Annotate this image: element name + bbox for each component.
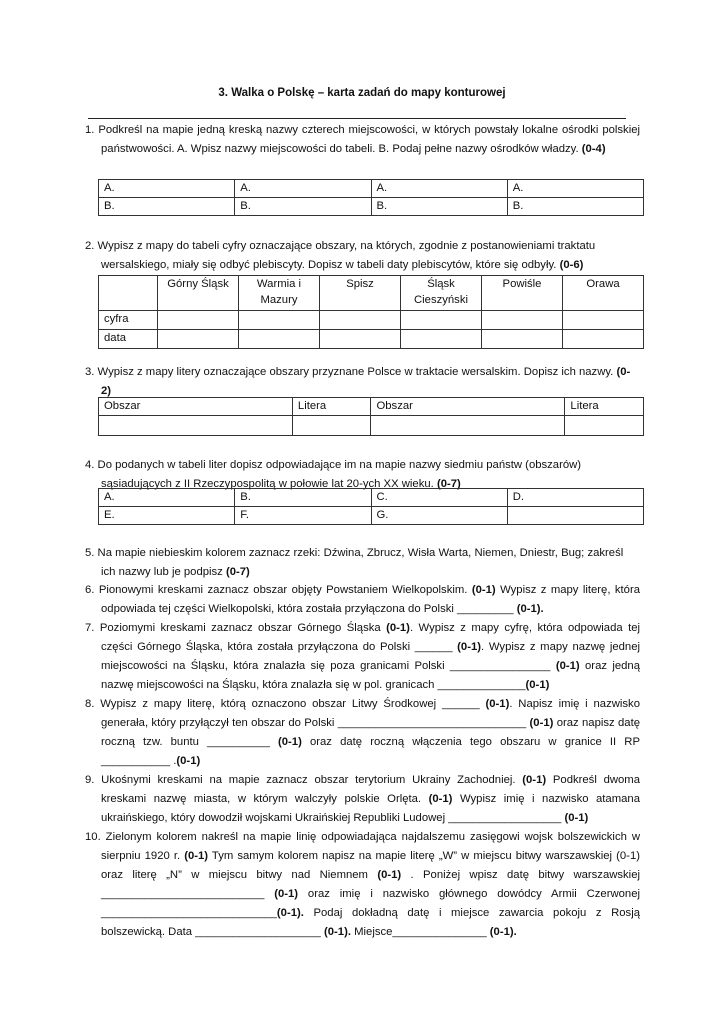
task-10-points-1: (0-1) xyxy=(184,850,209,862)
task-8-points-4: (0-1) xyxy=(176,755,201,767)
table-header-cell: Śląsk Cieszyński xyxy=(401,276,482,311)
page-title: 3. Walka o Polskę – karta zadań do mapy konturowej xyxy=(218,87,506,99)
answer-cell[interactable] xyxy=(158,330,239,349)
task-10-text-6: Miejsce_______________ xyxy=(350,926,490,938)
table-cell[interactable]: B. xyxy=(507,198,643,216)
task-8-text-4: oraz datę roczną włączenia tego obszaru w granice II RP ___________ . xyxy=(101,736,640,767)
table-cell[interactable]: E. xyxy=(99,507,235,525)
task-10-points-3: (0-1) xyxy=(274,888,299,900)
task-5-points: (0-7) xyxy=(225,566,250,578)
row-label: data xyxy=(99,330,158,349)
answer-cell[interactable] xyxy=(482,330,563,349)
task-4-points: (0-7) xyxy=(436,478,461,490)
table-cell[interactable]: A. xyxy=(235,180,371,198)
task-7-text-4: oraz jedną nazwę miejscowości na Śląsku, która znalazła się w pol. granicach ______________ xyxy=(101,660,640,691)
task-9 xyxy=(85,771,640,828)
title-underline xyxy=(88,118,626,119)
table-header-cell: Orawa xyxy=(563,276,644,311)
table-row xyxy=(99,507,644,525)
table-header-cell: Obszar xyxy=(99,398,293,416)
table-row xyxy=(99,489,644,507)
task-1-points: (0-4) xyxy=(581,143,606,155)
table-cell[interactable]: F. xyxy=(235,507,371,525)
task-1-table xyxy=(98,179,644,216)
task-8-text-2: . Napisz imię i nazwisko generała, który przyłączył ten obszar do Polski ______________________________ xyxy=(101,698,640,729)
answer-cell[interactable] xyxy=(158,311,239,330)
table-cell[interactable]: B. xyxy=(99,198,235,216)
table-header-cell: Litera xyxy=(292,398,371,416)
task-9-points-1: (0-1) xyxy=(522,774,547,786)
task-6 xyxy=(85,581,640,619)
table-cell[interactable]: B. xyxy=(371,198,507,216)
table-header-cell: Spisz xyxy=(320,276,401,311)
table-row xyxy=(99,180,644,198)
task-2-text: 2. Wypisz z mapy do tabeli cyfry oznaczające obszary, na których, zgodnie z postanowieniami traktatu wersalskiego, miały się odbyć plebiscyty. Dopisz w tabeli daty plebiscytów, które się odbyły. xyxy=(85,240,596,271)
table-header-cell: Warmia i Mazury xyxy=(239,276,320,311)
row-label: cyfra xyxy=(99,311,158,330)
task-8-points-2: (0-1) xyxy=(529,717,554,729)
answer-cell[interactable] xyxy=(401,311,482,330)
table-cell[interactable]: G. xyxy=(371,507,507,525)
task-10-text-2: Tym samym kolorem napisz na mapie literę „W” w miejscu bitwy warszawskiej (0-1) oraz literę „N” w miejscu bitwy nad Niemnem xyxy=(101,850,640,881)
answer-cell[interactable] xyxy=(482,311,563,330)
table-cell[interactable]: A. xyxy=(507,180,643,198)
table-cell[interactable]: A. xyxy=(99,180,235,198)
task-9-text-1: 9. Ukośnymi kreskami na mapie zaznacz obszar terytorium Ukrainy Zachodniej. xyxy=(85,774,523,786)
table-header-cell: Górny Śląsk xyxy=(158,276,239,311)
table-row xyxy=(99,198,644,216)
answer-cell[interactable] xyxy=(239,311,320,330)
task-3-text: 3. Wypisz z mapy litery oznaczające obszary przyznane Polsce w traktacie wersalskim. Dopisz ich nazwy. xyxy=(85,366,614,378)
table-cell[interactable]: D. xyxy=(507,489,643,507)
table-cell[interactable]: C. xyxy=(371,489,507,507)
table-cell[interactable]: B. xyxy=(235,489,371,507)
task-7-text-2: . Wypisz z mapy cyfrę, która odpowiada tej części Górnego Śląska, która została przyłączona do Polski ______ xyxy=(101,622,640,653)
task-8-points-3: (0-1) xyxy=(277,736,302,748)
task-7-text-1: 7. Poziomymi kreskami zaznacz obszar Górnego Śląska xyxy=(85,622,387,634)
task-7-points-2: (0-1) xyxy=(457,641,482,653)
task-10-text-1: 10. Zielonym kolorem nakreśl na mapie linię odpowiadająca najdalszemu zasięgowi wojsk bolszewickich w sierpniu 1920 r. xyxy=(85,831,640,862)
task-6-points-1: (0-1) xyxy=(471,584,496,596)
answer-cell[interactable] xyxy=(565,416,644,436)
answer-cell[interactable] xyxy=(292,416,371,436)
task-2 xyxy=(85,237,640,275)
answer-cell[interactable] xyxy=(371,416,565,436)
answer-cell[interactable] xyxy=(401,330,482,349)
table-header-cell: Litera xyxy=(565,398,644,416)
task-4-table xyxy=(98,488,644,525)
table-cell[interactable]: A. xyxy=(371,180,507,198)
task-8-text-3: oraz napisz datę roczną tzw. buntu __________ xyxy=(101,717,640,748)
task-9-text-2: Podkreśl dwoma kreskami nazwę miasta, w którym walczyły polskie Orlęta. xyxy=(101,774,640,805)
task-10-points-5: (0-1). xyxy=(323,926,351,938)
task-6-text-2: Wypisz z mapy literę, która odpowiada tej części Wielkopolski, która została przyłączona do Polski _________ xyxy=(101,584,640,615)
task-9-text-3: Wypisz imię i nazwisko atamana ukraińskiego, który dowodził wojskami Ukraińskiej Republiki Ludowej __________________ xyxy=(101,793,640,824)
table-row xyxy=(99,330,644,349)
task-6-text-1: 6. Pionowymi kreskami zaznacz obszar objęty Powstaniem Wielkopolskim. xyxy=(85,584,468,596)
task-10-text-5: Podaj dokładną datę i miejsce zawarcia pokoju z Rosją bolszewicką. Data ____________________ xyxy=(101,907,640,938)
task-8-points-1: (0-1) xyxy=(485,698,510,710)
table-header-cell: Obszar xyxy=(371,398,565,416)
task-10-points-2: (0-1) xyxy=(377,869,402,881)
task-3 xyxy=(85,363,640,401)
task-7-points-4: (0-1) xyxy=(525,679,550,691)
table-row xyxy=(99,416,644,436)
task-4-text: 4. Do podanych w tabeli liter dopisz odpowiadające im na mapie nazwy siedmiu państw (obszarów) sąsiadujących z II Rzeczypospolitą w połowie lat 20-ych XX wieku. xyxy=(85,459,582,490)
task-2-table xyxy=(98,275,644,349)
task-3-points: (0-2) xyxy=(101,366,631,397)
task-1-text: 1. Podkreśl na mapie jedną kreską nazwy czterech miejscowości, w których powstały lokalne ośrodki polskiej państwowości. A. Wpisz nazwy miejscowości do tabeli. B. Podaj pełne nazwy ośrodków władzy. xyxy=(85,124,640,155)
task-7 xyxy=(85,619,640,695)
task-7-text-3: . Wypisz z mapy nazwę jednej miejscowości na Śląsku, która znalazła się poza granicami Polski ________________ xyxy=(101,641,640,672)
task-6-points-2: (0-1). xyxy=(516,603,544,615)
table-cell[interactable] xyxy=(507,507,643,525)
table-row xyxy=(99,311,644,330)
table-header-cell: Powiśle xyxy=(482,276,563,311)
task-10 xyxy=(85,828,640,942)
task-10-points-4: (0-1). xyxy=(276,907,304,919)
table-cell[interactable]: A. xyxy=(99,489,235,507)
task-8 xyxy=(85,695,640,771)
task-1 xyxy=(85,121,640,159)
answer-cell[interactable] xyxy=(563,330,644,349)
task-9-points-2: (0-1) xyxy=(428,793,453,805)
answer-cell[interactable] xyxy=(239,330,320,349)
answer-cell[interactable] xyxy=(320,311,401,330)
answer-cell[interactable] xyxy=(320,330,401,349)
task-3-table xyxy=(98,397,644,436)
task-7-points-1: (0-1) xyxy=(386,622,410,634)
answer-cell[interactable] xyxy=(99,416,293,436)
table-header-row xyxy=(99,276,644,311)
task-9-points-3: (0-1) xyxy=(564,812,589,824)
task-5 xyxy=(85,544,640,582)
table-cell[interactable]: B. xyxy=(235,198,371,216)
task-8-text-1: 8. Wypisz z mapy literę, którą oznaczono obszar Litwy Środkowej ______ xyxy=(85,698,486,710)
answer-cell[interactable] xyxy=(563,311,644,330)
task-7-points-3: (0-1) xyxy=(555,660,580,672)
task-10-text-3: . Poniżej wpisz datę bitwy warszawskiej __________________________ xyxy=(101,869,640,900)
task-10-points-6: (0-1). xyxy=(489,926,517,938)
table-header-row xyxy=(99,398,644,416)
task-5-text: 5. Na mapie niebieskim kolorem zaznacz rzeki: Dźwina, Zbrucz, Wisła Warta, Niemen, Dniestr, Bug; zakreśl ich nazwy lub je podpisz xyxy=(85,547,624,578)
task-2-points: (0-6) xyxy=(559,259,584,271)
task-10-text-4: oraz imię i nazwisko głównego dowódcy Armii Czerwonej ____________________________ xyxy=(101,888,640,919)
table-header-cell xyxy=(99,276,158,311)
